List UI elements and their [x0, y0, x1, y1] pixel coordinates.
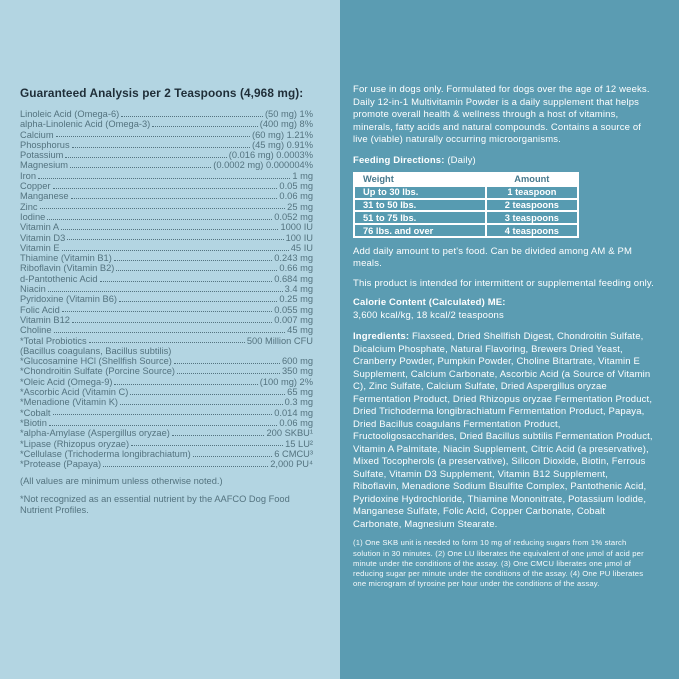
dot-leader — [71, 198, 278, 199]
dot-leader — [61, 229, 278, 230]
nutrient-value: 0.014 mg — [274, 407, 313, 418]
enzyme-unit-footnotes: (1) One SKB unit is needed to form 10 mg of reducing sugars from 1% starch solution in 30 minutes. (2) One LU liberates the equivalent of one µmol of acid per minute under the conditions of the assay. (3) One CMCU liberates one µmol of reducing sugar per minute under the conditions of the assay. (4) One PU liberates one microgram of tyrosine per hour under the conditions of the assay. — [353, 538, 644, 589]
dot-leader — [120, 404, 283, 405]
nutrient-name: Copper — [20, 181, 51, 192]
dot-leader — [70, 167, 211, 168]
nutrient-value: 0.3 mg — [284, 397, 313, 408]
feeding-table-row — [354, 186, 578, 199]
analysis-row — [20, 397, 313, 407]
dot-leader — [53, 188, 278, 189]
dot-leader — [65, 157, 226, 158]
analysis-row — [20, 439, 313, 449]
guaranteed-analysis-list — [20, 109, 313, 469]
nutrient-value: 0.007 mg — [274, 314, 313, 325]
nutrient-name: Zinc — [20, 201, 38, 212]
feeding-table-row — [354, 211, 578, 224]
nutrient-value: (0.016 mg) 0.0003% — [228, 150, 313, 161]
dot-leader — [119, 301, 277, 302]
dot-leader — [72, 322, 272, 323]
dot-leader — [38, 178, 290, 179]
nutrient-value: 350 mg — [281, 366, 313, 377]
analysis-row — [20, 459, 313, 469]
ingredients-label: Ingredients: — [353, 331, 410, 343]
nutrient-value: 200 SKBU¹ — [266, 428, 313, 439]
nutrient-name: *alpha-Amylase (Aspergillus oryzae) — [20, 428, 170, 439]
analysis-row — [20, 418, 313, 428]
dot-leader — [54, 332, 286, 333]
nutrient-value: 25 mg — [287, 201, 313, 212]
nutrient-name: Riboflavin (Vitamin B2) — [20, 263, 115, 274]
dot-leader — [72, 147, 250, 148]
nutrient-name: Vitamin A — [20, 222, 60, 233]
dot-leader — [116, 270, 277, 271]
analysis-row — [20, 356, 313, 366]
dot-leader — [62, 250, 289, 251]
weight-cell: 76 lbs. and over — [354, 224, 486, 237]
calorie-content-heading: Calorie Content (Calculated) ME: — [353, 297, 506, 309]
nutrient-value: (50 mg) 1% — [264, 109, 313, 119]
nutrient-name: Linoleic Acid (Omega-6) — [20, 109, 120, 119]
nutrient-value: 2,000 PU⁴ — [270, 459, 313, 470]
nutrient-name: alpha-Linolenic Acid (Omega-3) — [20, 119, 151, 130]
minimum-values-note: (All values are minimum unless otherwise noted.) — [20, 476, 223, 487]
analysis-row — [20, 274, 313, 284]
nutrient-name: Magnesium — [20, 160, 69, 171]
analysis-row — [20, 171, 313, 181]
nutrient-value: 45 IU — [290, 242, 313, 253]
ingredients-paragraph — [353, 331, 654, 531]
nutrient-name: Manganese — [20, 191, 69, 202]
dot-leader — [89, 342, 245, 343]
nutrient-value: 0.05 mg — [279, 181, 313, 192]
nutrient-value: 0.06 mg — [279, 191, 313, 202]
nutrient-value: 0.052 mg — [274, 211, 313, 222]
feeding-table-body — [354, 186, 578, 237]
nutrient-name: *Total Probiotics — [20, 335, 87, 346]
analysis-row — [20, 449, 313, 459]
weight-column-header: Weight — [354, 173, 486, 186]
weight-cell: Up to 30 lbs. — [354, 186, 486, 199]
nutrient-value: 65 mg — [287, 387, 313, 398]
nutrient-name: *Protease (Papaya) — [20, 459, 102, 470]
dot-leader — [121, 116, 263, 117]
analysis-row — [20, 346, 313, 356]
nutrient-name: Folic Acid — [20, 304, 60, 315]
analysis-row — [20, 130, 313, 140]
dot-leader — [56, 136, 250, 137]
nutrient-name: Calcium — [20, 129, 54, 140]
nutrient-value: 0.06 mg — [279, 417, 313, 428]
nutrient-value: 600 mg — [281, 356, 313, 367]
aafco-note: *Not recognized as an essential nutrient by the AAFCO Dog Food Nutrient Profiles. — [20, 494, 290, 516]
nutrient-value: 1000 IU — [280, 222, 313, 233]
analysis-row — [20, 366, 313, 376]
analysis-row — [20, 109, 313, 119]
dot-leader — [131, 445, 283, 446]
nutrient-name: *Biotin — [20, 417, 47, 428]
nutrient-name: Choline — [20, 325, 52, 336]
dot-leader — [62, 311, 272, 312]
analysis-row — [20, 387, 313, 397]
nutrient-name: *Glucosamine HCl (Shellfish Source) — [20, 356, 172, 367]
nutrient-name: Vitamin E — [20, 242, 60, 253]
dot-leader — [103, 466, 268, 467]
nutrient-value: 500 Million CFU — [246, 335, 313, 346]
dot-leader — [49, 425, 278, 426]
nutrient-name: Iron — [20, 170, 37, 181]
analysis-row — [20, 305, 313, 315]
analysis-row — [20, 377, 313, 387]
nutrient-value: 0.684 mg — [274, 273, 313, 284]
dot-leader — [67, 239, 283, 240]
analysis-row — [20, 284, 313, 294]
product-description: For use in dogs only. Formulated for dogs over the age of 12 weeks. Daily 12-in-1 Multivitamin Powder is a daily supplement that helps promote overall health & wellness through a host of vitamins, minerals, fatty acids and natural compounds. Contains a source of live (viable) naturally occurring microorganisms. — [353, 84, 650, 145]
nutrient-value: (100 mg) 2% — [259, 376, 313, 387]
analysis-row — [20, 294, 313, 304]
nutrient-name: Iodine — [20, 211, 46, 222]
feeding-directions-frequency: (Daily) — [447, 154, 476, 166]
nutrient-value: (400 mg) 8% — [259, 119, 313, 130]
calorie-content-value: 3,600 kcal/kg, 18 kcal/2 teaspoons — [353, 309, 504, 321]
nutrient-name: Vitamin B12 — [20, 314, 70, 325]
nutrient-name: d-Pantothenic Acid — [20, 273, 98, 284]
dot-leader — [40, 208, 286, 209]
nutrient-value: 0.66 mg — [279, 263, 313, 274]
dot-leader — [130, 394, 285, 395]
nutrient-name: Niacin — [20, 284, 46, 295]
nutrient-name: Thiamine (Vitamin B1) — [20, 253, 112, 264]
dot-leader — [172, 435, 265, 436]
feeding-table — [353, 172, 579, 238]
nutrient-name: *Menadione (Vitamin K) — [20, 397, 119, 408]
nutrient-name: *Chondroitin Sulfate (Porcine Source) — [20, 366, 176, 377]
dot-leader — [114, 260, 272, 261]
intermittent-feeding-note: This product is intended for intermittent or supplemental feeding only. — [353, 277, 654, 289]
nutrient-name: *Ascorbic Acid (Vitamin C) — [20, 387, 129, 398]
nutrient-value: 45 mg — [287, 325, 313, 336]
feeding-directions-label: Feeding Directions: — [353, 154, 445, 166]
guaranteed-analysis-title: Guaranteed Analysis per 2 Teaspoons (4,968 mg): — [20, 86, 304, 100]
nutrient-name: (Bacillus coagulans, Bacillus subtilis) — [20, 345, 172, 356]
analysis-row — [20, 233, 313, 243]
dot-leader — [114, 384, 257, 385]
amount-cell: 2 teaspoons — [486, 199, 578, 212]
analysis-row — [20, 243, 313, 253]
add-daily-note: Add daily amount to pet's food. Can be divided among AM & PM meals. — [353, 245, 633, 270]
feeding-table-row — [354, 199, 578, 212]
nutrient-name: *Lipase (Rhizopus oryzae) — [20, 438, 130, 449]
nutrient-value: 15 LU² — [285, 438, 313, 449]
nutrient-name: *Cobalt — [20, 407, 51, 418]
nutrient-value: 3.4 mg — [284, 284, 313, 295]
nutrient-value: 0.25 mg — [279, 294, 313, 305]
analysis-row — [20, 428, 313, 438]
nutrient-name: Vitamin D3 — [20, 232, 66, 243]
dot-leader — [152, 126, 258, 127]
analysis-row — [20, 325, 313, 335]
feeding-directions-heading — [353, 155, 654, 168]
analysis-row — [20, 336, 313, 346]
dot-leader — [53, 414, 273, 415]
nutrient-name: *Oleic Acid (Omega-9) — [20, 376, 113, 387]
nutrient-value: (60 mg) 1.21% — [252, 129, 313, 140]
analysis-row — [20, 222, 313, 232]
nutrient-value: 100 IU — [285, 232, 313, 243]
nutrient-name: Phosphorus — [20, 139, 70, 150]
analysis-row — [20, 160, 313, 170]
analysis-row — [20, 263, 313, 273]
weight-cell: 31 to 50 lbs. — [354, 199, 486, 212]
analysis-row — [20, 119, 313, 129]
analysis-row — [20, 150, 313, 160]
analysis-row — [20, 408, 313, 418]
nutrient-name: *Cellulase (Trichoderma longibrachiatum) — [20, 448, 191, 459]
analysis-row — [20, 202, 313, 212]
amount-column-header: Amount — [486, 173, 578, 186]
nutrient-value: (45 mg) 0.91% — [252, 139, 313, 150]
analysis-row — [20, 191, 313, 201]
dot-leader — [100, 281, 273, 282]
amount-cell: 3 teaspoons — [486, 211, 578, 224]
nutrient-value: (0.0002 mg) 0.000004% — [213, 160, 313, 171]
nutrient-name: Potassium — [20, 150, 64, 161]
directions-panel — [340, 0, 679, 679]
nutrient-value: 0.243 mg — [274, 253, 313, 264]
dot-leader — [47, 219, 272, 220]
dot-leader — [177, 373, 280, 374]
feeding-table-header — [354, 173, 578, 186]
amount-cell: 4 teaspoons — [486, 224, 578, 237]
dot-leader — [193, 456, 273, 457]
analysis-row — [20, 140, 313, 150]
analysis-row — [20, 212, 313, 222]
nutrient-value: 0.055 mg — [274, 304, 313, 315]
nutrient-name: Pyridoxine (Vitamin B6) — [20, 294, 117, 305]
feeding-table-row — [354, 224, 578, 237]
analysis-row — [20, 181, 313, 191]
ingredients-text: Flaxseed, Dried Shellfish Digest, Chondroitin Sulfate, Dicalcium Phosphate, Natural Flavoring, Brewers Dried Yeast, Cranberry Powder, Pumpkin Powder, Choline Bitartrate, Vitamin E Supplement, Calcium Carbonate, Ascorbic Acid (a Source of Vitamin C), Zinc Sulfate, Calcium Sulfate, Dried Aspergillus oryzae Fermentation Product, Dried Rhizopus oryzae Fermentation Product, Dried Trichoderma longibrachiatum Fermentation Product, Papaya, Dried Bacillus coagulans Fermentation Product, Fructooligosaccharides, Dried Bacillus subtilis Fermentation Product, Vitamin A Palmitate, Niacin Supplement, Citric Acid (a preservative), Mixed Tocopherols (a preservative), Silicon Dioxide, Biotin, Ferrous Sulfate, Vitamin D3 Supplement, Vitamin B12 Supplement, Riboflavin, Menadione Sodium Bisulfite Complex, Pantothenic Acid, Pyridoxine Hydrochloride, Thiamine Mononitrate, Potassium Iodide, Manganese Sulfate, Folic Acid, Copper Carbonate, Cobalt Carbonate, Magnesium Stearate. — [353, 331, 653, 530]
nutrient-value: 6 CMCU³ — [274, 448, 313, 459]
dot-leader — [174, 363, 280, 364]
analysis-row — [20, 253, 313, 263]
weight-cell: 51 to 75 lbs. — [354, 211, 486, 224]
dot-leader — [48, 291, 283, 292]
analysis-row — [20, 315, 313, 325]
amount-cell: 1 teaspoon — [486, 186, 578, 199]
nutrient-value: 1 mg — [292, 170, 313, 181]
